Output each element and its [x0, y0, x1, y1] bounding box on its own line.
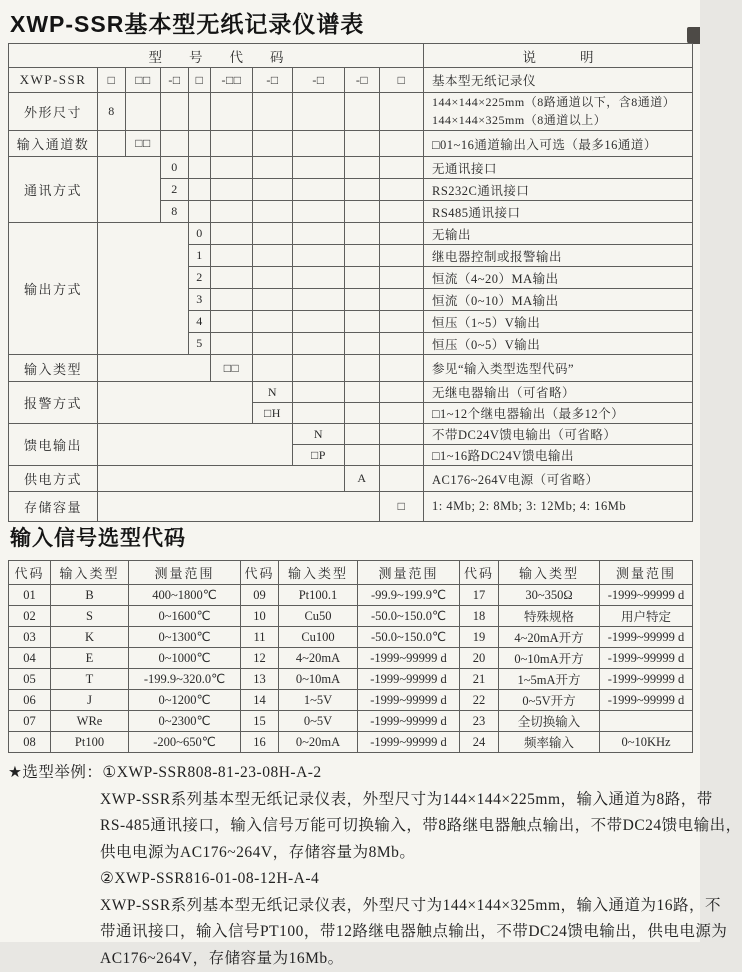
description-header: 说明 [424, 44, 693, 68]
example-1-text: 供电电源为AC176~264V，存储容量为8Mb。 [100, 840, 696, 867]
desc-cell: 144×144×225mm（8路通道以下，含8通道） 144×144×325mm（8通道以上） [424, 93, 693, 131]
table-row [9, 131, 693, 157]
selection-examples [8, 760, 696, 972]
section-title-signal-codes: 输入信号选型代码 [10, 522, 186, 552]
desc-cell: □1~12个继电器输出（最多12个） [424, 403, 693, 424]
code-box: -□□ [211, 68, 253, 93]
example-2-text: XWP-SSR系列基本型无纸记录仪表，外型尺寸为144×144×325mm，输入通道为16路，不 [100, 893, 696, 920]
desc-cell: 基本型无纸记录仪 [424, 68, 693, 93]
row-label: 外形尺寸 [9, 93, 98, 131]
desc-cell: RS485通讯接口 [424, 201, 693, 223]
row-label: 存储容量 [9, 492, 98, 522]
desc-cell: 恒流（4~20）MA输出 [424, 267, 693, 289]
desc-cell: 1: 4Mb; 2: 8Mb; 3: 12Mb; 4: 16Mb [424, 492, 693, 522]
table-header-row [9, 44, 693, 68]
code-cell: □ [380, 492, 424, 522]
code-cell: 8 [98, 93, 126, 131]
example-1-heading [8, 760, 696, 787]
table-row [9, 492, 693, 522]
row-label: 通讯方式 [9, 157, 98, 223]
code-cell: □□ [126, 131, 161, 157]
desc-cell: 无通讯接口 [424, 157, 693, 179]
desc-cell: 参见“输入类型选型代码” [424, 355, 693, 382]
col-header: 代码 [9, 561, 51, 585]
code-box: □ [189, 68, 211, 93]
model-code-table [8, 43, 693, 522]
code-cell: □P [293, 445, 345, 466]
table-row [9, 355, 693, 382]
code-cell: N [293, 424, 345, 445]
desc-cell: 恒压（1~5）V输出 [424, 311, 693, 333]
desc-cell: 不带DC24V馈电输出（可省略） [424, 424, 693, 445]
examples-star-label: ★选型举例： [8, 764, 102, 781]
table-row [9, 93, 693, 131]
code-box: -□ [253, 68, 293, 93]
product-name: XWP-SSR [9, 68, 98, 93]
row-label: 馈电输出 [9, 424, 98, 466]
row-label: 输出方式 [9, 223, 98, 355]
col-header: 测量范围 [600, 561, 693, 585]
table-row [9, 68, 693, 93]
desc-cell: AC176~264V电源（可省略） [424, 466, 693, 492]
col-header: 代码 [241, 561, 279, 585]
code-cell: 2 [161, 179, 189, 201]
scan-artifact [687, 27, 700, 44]
desc-cell: □01~16通道输出入可选（最多16通道） [424, 131, 693, 157]
table-row: 08 Pt100 -200~650℃ 16 0~20mA -1999~99999 d 24 频率输入 0~10KHz [9, 732, 693, 753]
desc-cell: 恒压（0~5）V输出 [424, 333, 693, 355]
model-code-header: 型号代码 [9, 44, 424, 68]
code-box: -□ [293, 68, 345, 93]
row-label: 输入类型 [9, 355, 98, 382]
example-2-text: AC176~264V，存储容量为16Mb。 [100, 946, 696, 972]
table-row [9, 157, 693, 179]
table-row [9, 223, 693, 245]
desc-cell: 无继电器输出（可省略） [424, 382, 693, 403]
code-cell: □□ [211, 355, 253, 382]
table-row [9, 424, 693, 445]
code-cell: 8 [161, 201, 189, 223]
table-row: 05 T -199.9~320.0℃ 13 0~10mA -1999~99999 d 21 1~5mA开方 -1999~99999 d [9, 669, 693, 690]
table-row: 04 E 0~1000℃ 12 4~20mA -1999~99999 d 20 0~10mA开方 -1999~99999 d [9, 648, 693, 669]
page-title: XWP-SSR基本型无纸记录仪谱表 [10, 6, 364, 39]
code-cell: N [253, 382, 293, 403]
col-header: 代码 [460, 561, 499, 585]
col-header: 输入类型 [279, 561, 358, 585]
table-row [9, 382, 693, 403]
code-cell: 4 [189, 311, 211, 333]
row-label: 输入通道数 [9, 131, 98, 157]
col-header: 输入类型 [499, 561, 600, 585]
code-box: -□ [345, 68, 380, 93]
desc-cell: 继电器控制或报警输出 [424, 245, 693, 267]
example-1-text: XWP-SSR系列基本型无纸记录仪表，外型尺寸为144×144×225mm，输入通道为8路，带 [100, 787, 696, 814]
code-cell: □H [253, 403, 293, 424]
table-row: 03 K 0~1300℃ 11 Cu100 -50.0~150.0℃ 19 4~20mA开方 -1999~99999 d [9, 627, 693, 648]
table-header-row [9, 561, 693, 585]
code-box: -□ [161, 68, 189, 93]
example-1-text: RS-485通讯接口，输入信号万能可切换输入，带8路继电器触点输出，不带DC24馈电输出， [100, 813, 696, 840]
desc-cell: RS232C通讯接口 [424, 179, 693, 201]
desc-cell: □1~16路DC24V馈电输出 [424, 445, 693, 466]
code-cell: 3 [189, 289, 211, 311]
table-row [9, 466, 693, 492]
desc-cell: 恒流（0~10）MA输出 [424, 289, 693, 311]
col-header: 测量范围 [358, 561, 460, 585]
code-cell: 5 [189, 333, 211, 355]
code-cell: 2 [189, 267, 211, 289]
example-1-code: ①XWP-SSR808-81-23-08H-A-2 [102, 764, 321, 781]
code-box: □ [98, 68, 126, 93]
table-row: 06 J 0~1200℃ 14 1~5V -1999~99999 d 22 0~5V开方 -1999~99999 d [9, 690, 693, 711]
code-box: □□ [126, 68, 161, 93]
code-cell: 1 [189, 245, 211, 267]
row-label: 供电方式 [9, 466, 98, 492]
table-row: 07 WRe 0~2300℃ 15 0~5V -1999~99999 d 23 全切换输入 [9, 711, 693, 732]
col-header: 测量范围 [129, 561, 241, 585]
example-2-code: ②XWP-SSR816-01-08-12H-A-4 [100, 866, 696, 893]
example-2-text: 带通讯接口，输入信号PT100，带12路继电器触点输出，不带DC24馈电输出，供电电源为 [100, 919, 696, 946]
desc-cell: 无输出 [424, 223, 693, 245]
table-row: 02 S 0~1600℃ 10 Cu50 -50.0~150.0℃ 18 特殊规格 用户特定 [9, 606, 693, 627]
col-header: 输入类型 [51, 561, 129, 585]
code-cell: 0 [161, 157, 189, 179]
code-box: □ [380, 68, 424, 93]
code-cell: A [345, 466, 380, 492]
table-row: 01 B 400~1800℃ 09 Pt100.1 -99.9~199.9℃ 17 30~350Ω -1999~99999 d [9, 585, 693, 606]
signal-code-table [8, 560, 693, 753]
row-label: 报警方式 [9, 382, 98, 424]
code-cell: 0 [189, 223, 211, 245]
